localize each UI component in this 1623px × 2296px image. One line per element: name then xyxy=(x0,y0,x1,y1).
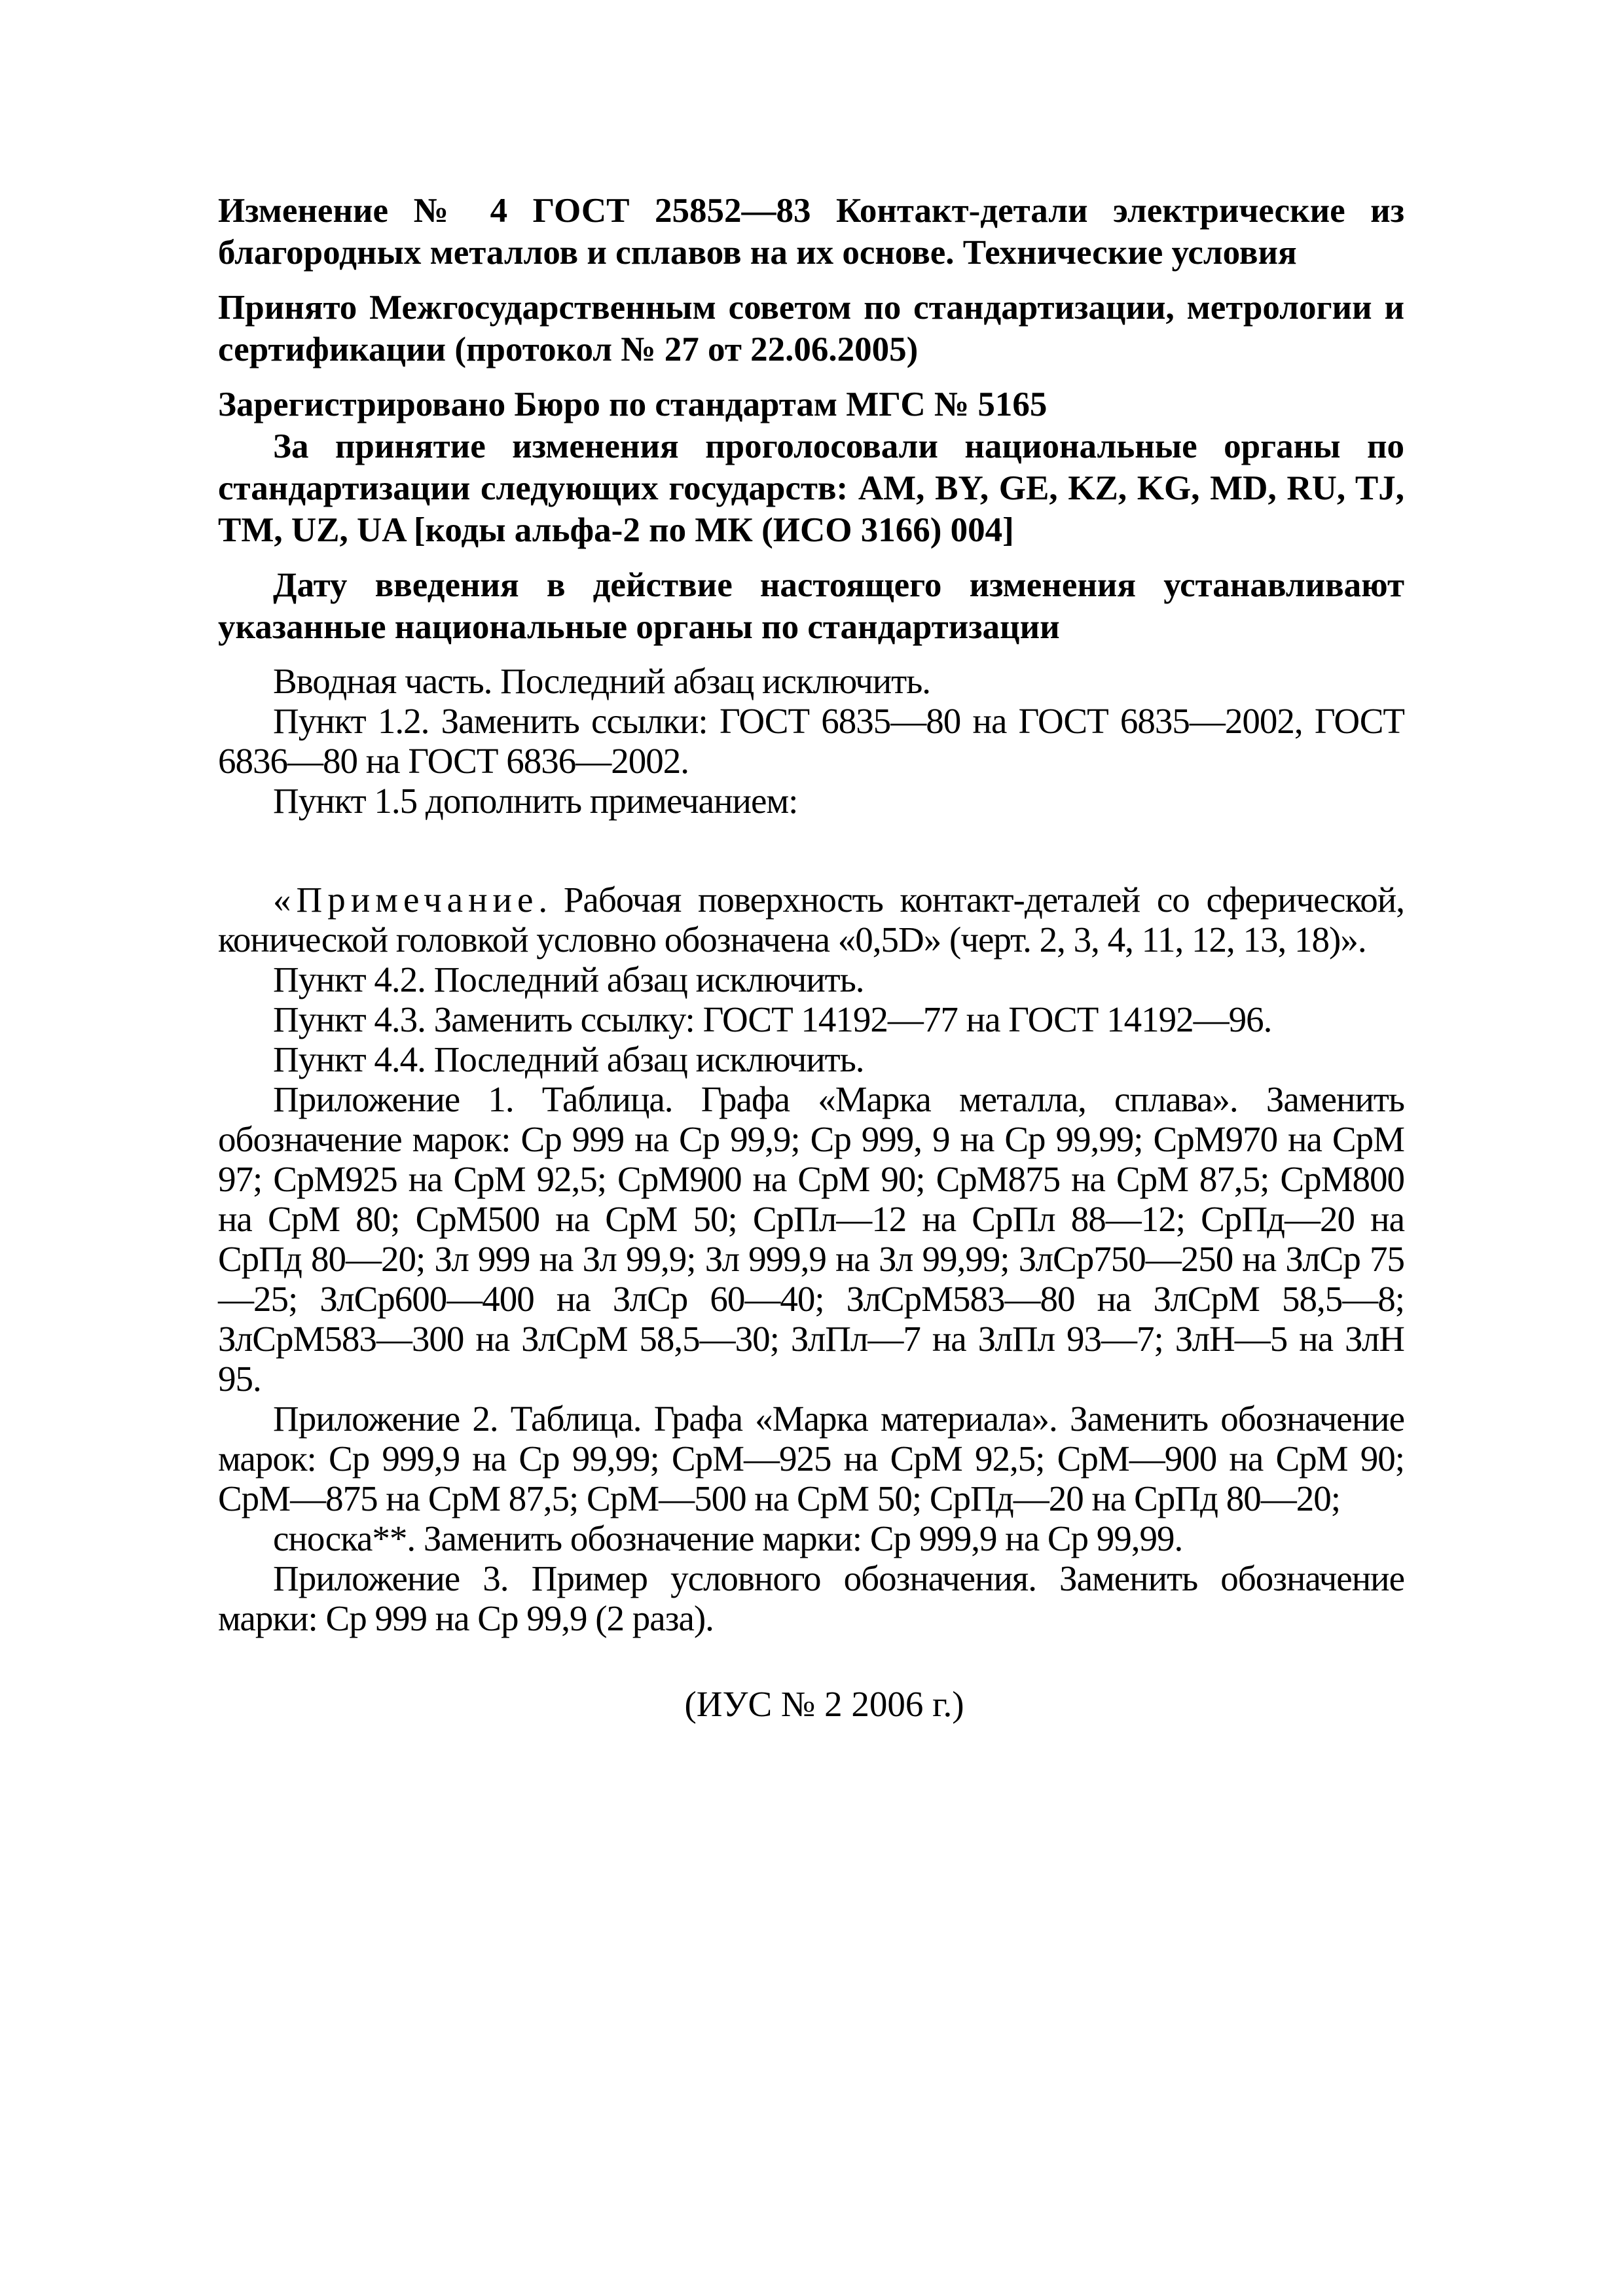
paragraph-appendix-2: Приложение 2. Таблица. Графа «Марка материала». Заменить обозначение марок: Ср 999,9 на Ср 99,99; СрМ—925 на СрМ 92,5; СрМ—900 на СрМ 90; СрМ—875 на СрМ 87,5; СрМ—500 на СрМ 50; СрПд—20 на СрПд 80—20; xyxy=(218,1399,1404,1518)
effective-date-statement: Дату введения в действие настоящего изменения устанавливают указанные национальные органы по стандартизации xyxy=(218,566,1404,646)
adopted-statement: Принято Межгосударственным советом по стандартизации, метрологии и сертификации (протокол № 27 от 22.06.2005) xyxy=(218,289,1404,368)
note-label: «Примечание xyxy=(273,880,539,920)
paragraph-appendix-3: Приложение 3. Пример условного обозначения. Заменить обозначение марки: Ср 999 на Ср 99,9 (2 раза). xyxy=(218,1558,1404,1638)
paragraph-intro: Вводная часть. Последний абзац исключить. xyxy=(273,661,931,701)
registration-statement: Зарегистрировано Бюро по стандартам МГС № 5165 xyxy=(218,386,1048,423)
document-page xyxy=(218,190,1404,1724)
paragraph-appendix-1: Приложение 1. Таблица. Графа «Марка металла, сплава». Заменить обозначение марок: Ср 999 на Ср 99,9; Ср 999, 9 на Ср 99,99; СрМ970 на СрМ 97; СрМ925 на СрМ 92,5; СрМ900 на СрМ 90; СрМ875 на СрМ 87,5; СрМ800 на СрМ 80; СрМ500 на СрМ 50; СрПл—12 на СрПл 88—12; СрПд—20 на СрПд 80—20; Зл 999 на Зл 99,9; Зл 999,9 на Зл 99,99; ЗлСр750—250 на ЗлСр 75—25; ЗлСр600—400 на ЗлСр 60—40; ЗлСрМ583—80 на ЗлСрМ 58,5—8; ЗлСрМ583—300 на ЗлСрМ 58,5—30; ЗлПл—7 на ЗлПл 93—7; ЗлН—5 на ЗлН 95. xyxy=(218,1079,1404,1399)
paragraph-footnote: сноска**. Заменить обозначение марки: Ср 999,9 на Ср 99,99. xyxy=(273,1518,1183,1558)
paragraph-4-2: Пункт 4.2. Последний абзац исключить. xyxy=(273,960,864,999)
paragraph-4-4: Пункт 4.4. Последний абзац исключить. xyxy=(273,1039,864,1079)
voting-statement: За принятие изменения проголосовали национальные органы по стандартизации следующих государств: AM, BY, GE, KZ, KG, MD, RU, TJ, TM, UZ, UA [коды альфа-2 по МК (ИСО 3166) 004] xyxy=(218,427,1404,549)
note-text: . Рабочая поверхность контакт-деталей со сферической, конической головкой условно обозначена «0,5D» (черт. 2, 3, 4, 11, 12, 13, 18)». xyxy=(218,880,1404,960)
source-reference: (ИУС № 2 2006 г.) xyxy=(684,1684,964,1724)
paragraph-4-3: Пункт 4.3. Заменить ссылку: ГОСТ 14192—77 на ГОСТ 14192—96. xyxy=(273,999,1272,1039)
document-title: Изменение № 4 ГОСТ 25852—83 Контакт-детали электрические из благородных металлов и сплавов на их основе. Технические условия xyxy=(218,192,1404,272)
note-paragraph xyxy=(218,880,1404,960)
paragraph-1-2: Пункт 1.2. Заменить ссылки: ГОСТ 6835—80 на ГОСТ 6835—2002, ГОСТ 6836—80 на ГОСТ 6836—2002. xyxy=(218,701,1404,781)
paragraph-1-5: Пункт 1.5 дополнить примечанием: xyxy=(273,781,798,821)
